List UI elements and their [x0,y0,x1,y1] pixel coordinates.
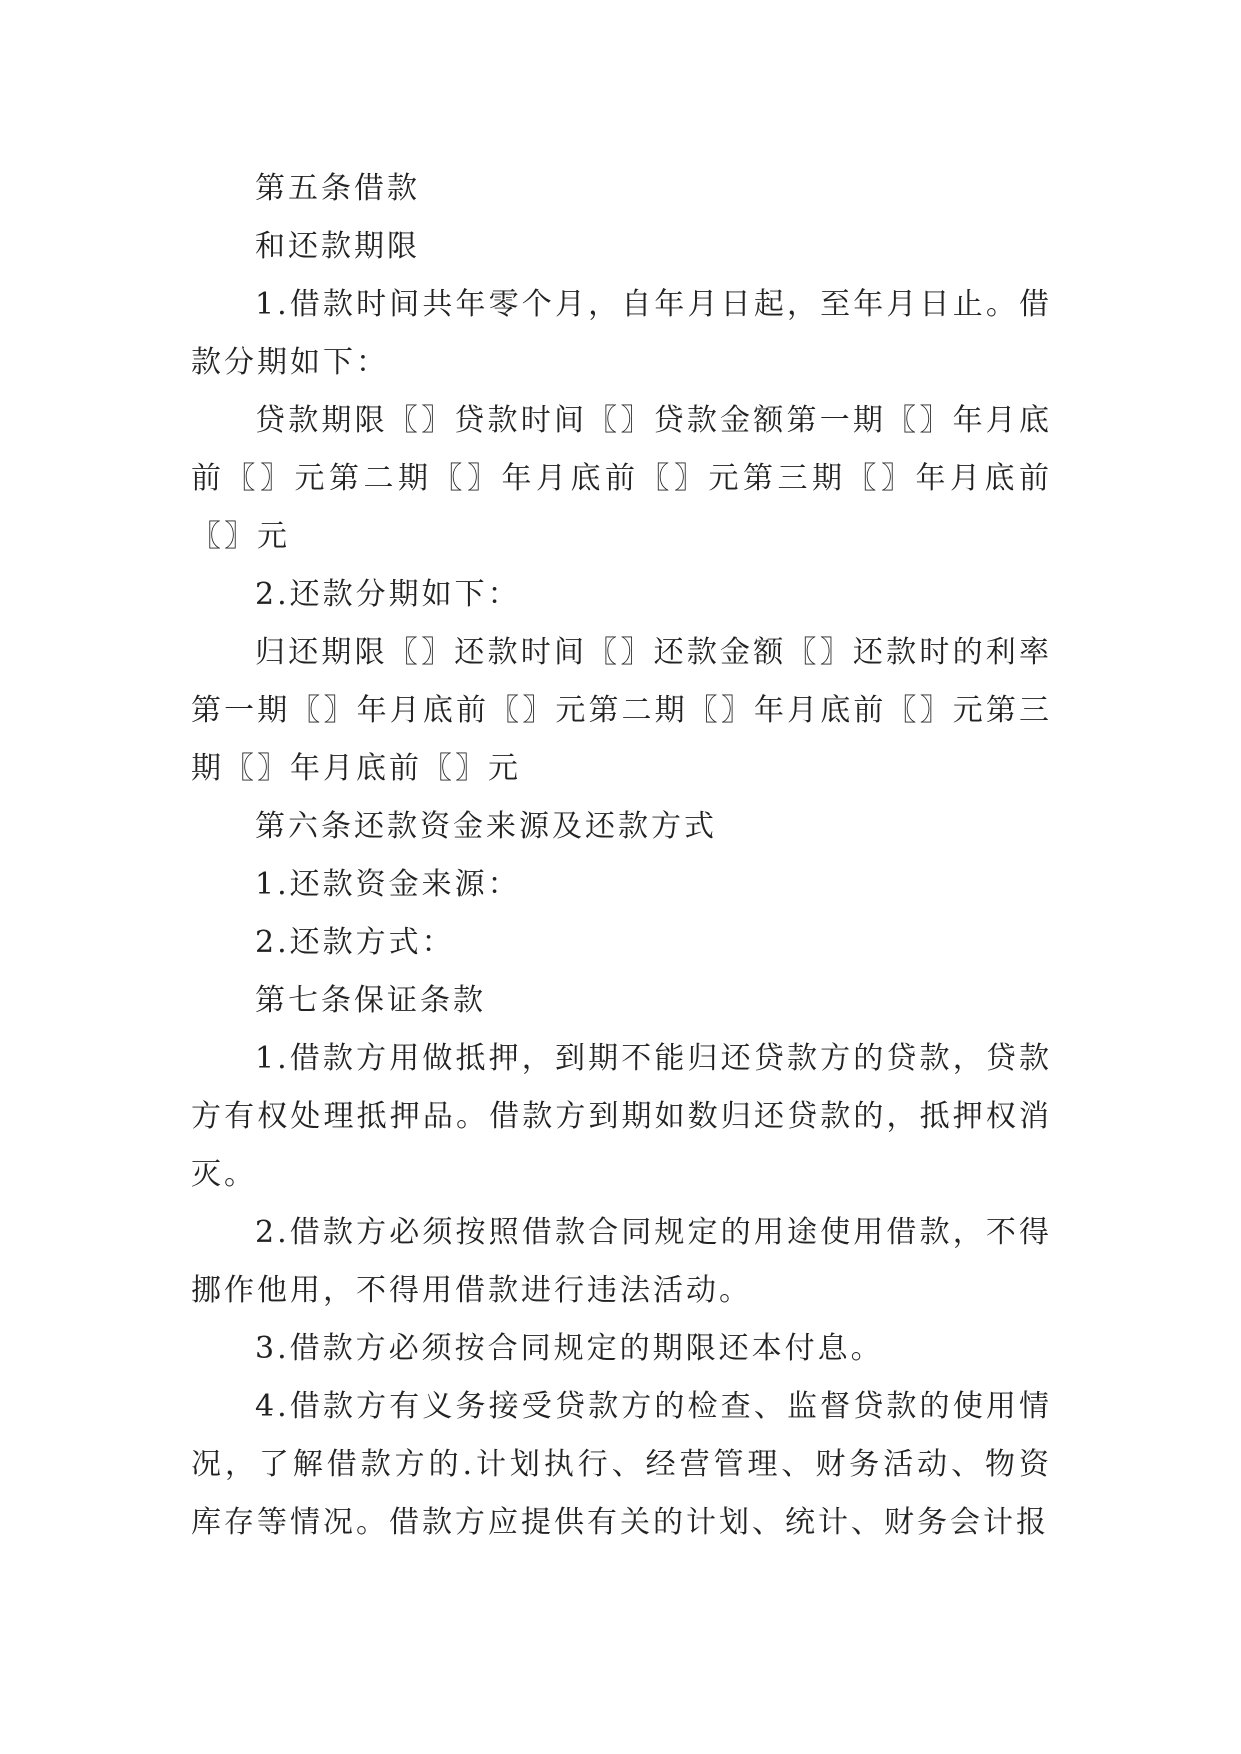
clause-6-item-2: 2.还款方式： [255,925,455,960]
clause-7-item-1: 1.借款方用做抵押，到期不能归还贷款方的贷款，贷款方有权处理抵押品。借款方到期如数归还贷款的，抵押权消灭。 [191,1041,1052,1192]
loan-schedule-paragraph: 贷款期限〖〗贷款时间〖〗贷款金额第一期〖〗年月底前〖〗元第二期〖〗年月底前〖〗元第三期〖〗年月底前〖〗元 [191,403,1052,554]
clause-5-item-1: 1.借款时间共年零个月，自年月日起，至年月日止。借款分期如下： [191,287,1052,380]
document-body [191,160,1052,1552]
clause-5-title-line-2: 和还款期限 [255,229,420,264]
clause-7-title: 第七条保证条款 [255,983,486,1018]
clause-5-title-line-1: 第五条借款 [255,171,420,206]
clause-7-item-3: 3.借款方必须按合同规定的期限还本付息。 [255,1331,884,1366]
repayment-schedule-paragraph: 归还期限〖〗还款时间〖〗还款金额〖〗还款时的利率第一期〖〗年月底前〖〗元第二期〖〗年月底前〖〗元第三期〖〗年月底前〖〗元 [191,635,1052,786]
clause-6-item-1: 1.还款资金来源： [255,867,521,902]
clause-5-item-2: 2.还款分期如下： [255,577,521,612]
clause-7-item-2: 2.借款方必须按照借款合同规定的用途使用借款，不得挪作他用，不得用借款进行违法活动。 [191,1215,1052,1308]
clause-7-item-4: 4.借款方有义务接受贷款方的检查、监督贷款的使用情况，了解借款方的.计划执行、经营管理、财务活动、物资库存等情况。借款方应提供有关的计划、统计、财务会计报 [191,1389,1052,1540]
clause-6-title: 第六条还款资金来源及还款方式 [255,809,717,844]
